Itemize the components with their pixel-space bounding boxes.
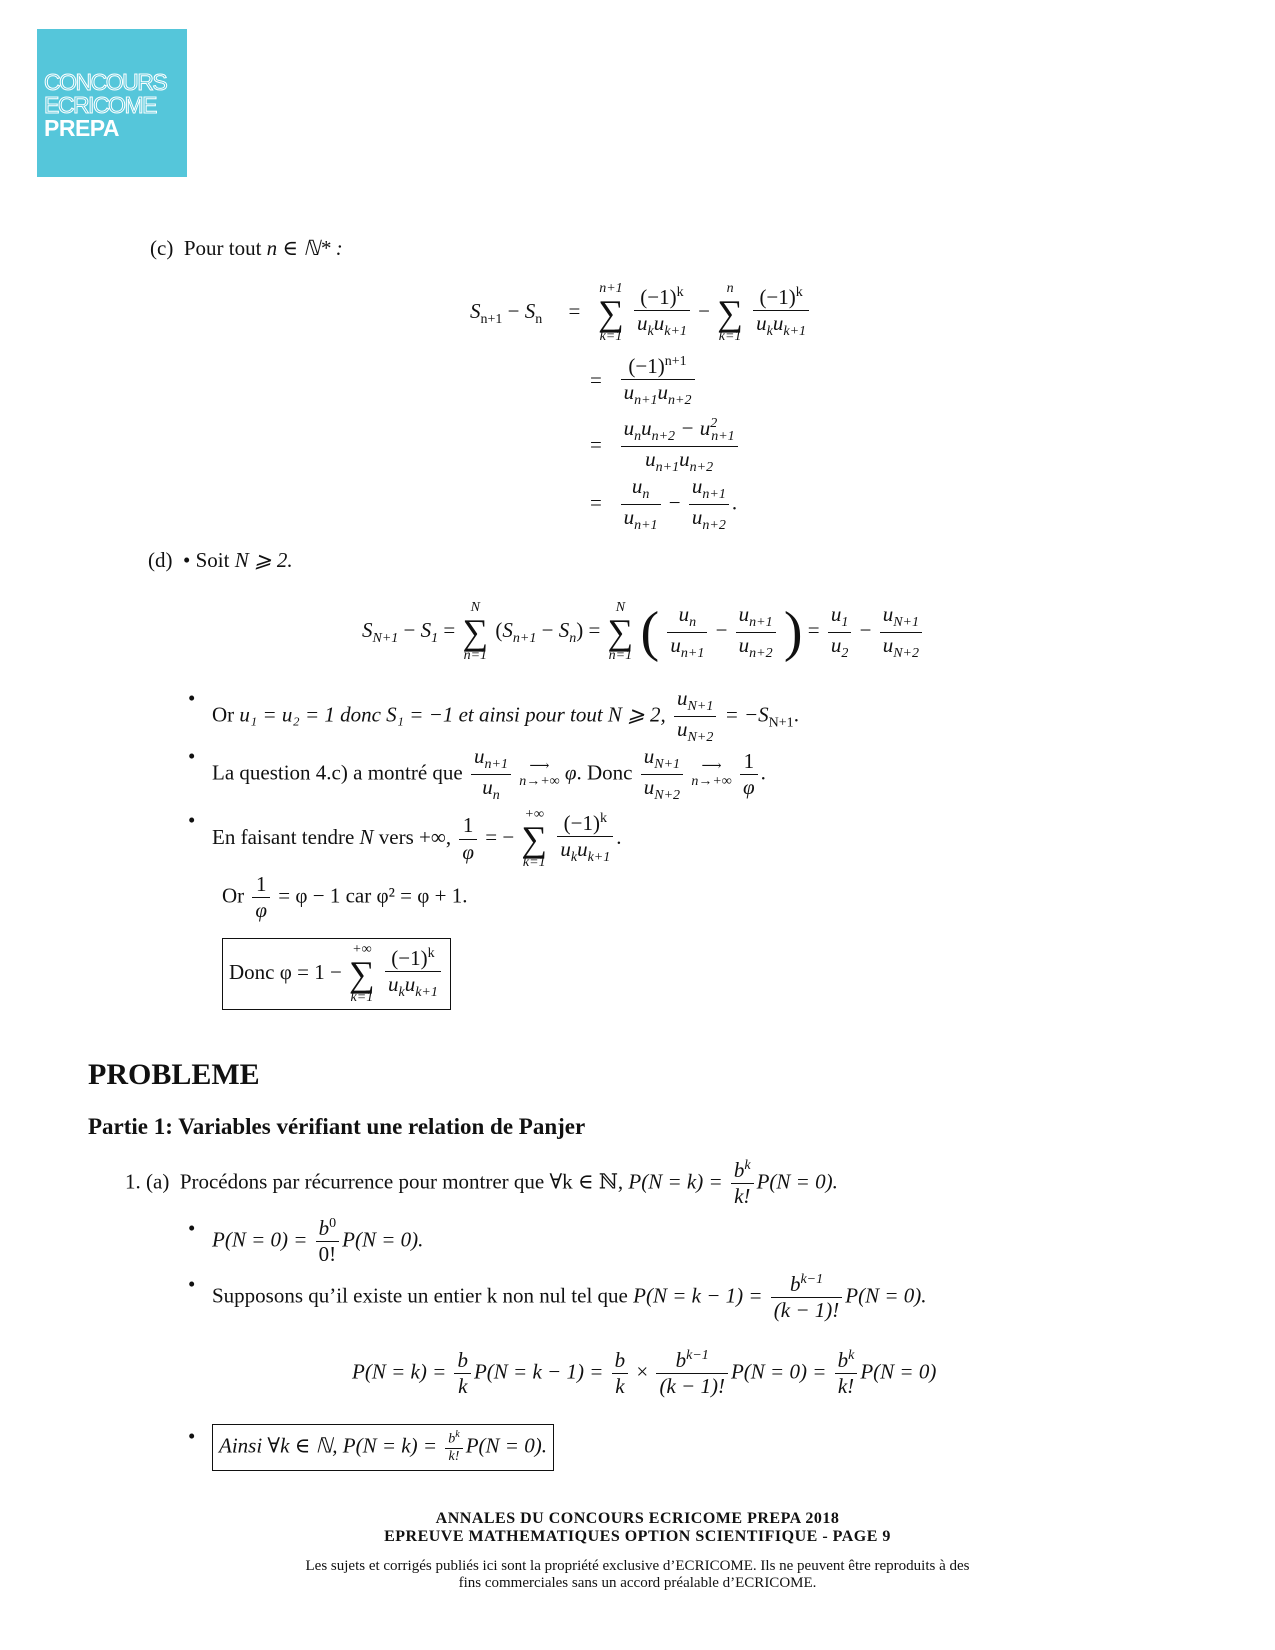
sub: n+2 (749, 645, 773, 661)
t: b (318, 1216, 330, 1240)
sub: k+1 (415, 985, 438, 1001)
sub: n (535, 312, 543, 327)
frac: $\frac{u_1}{u_2}$ (828, 602, 852, 663)
sum-1: n+1 ∑ k=1 (598, 281, 624, 344)
sup: k (427, 945, 435, 961)
t: k (615, 1374, 625, 1399)
lim: n (726, 281, 734, 296)
sub: k+1 (664, 324, 687, 340)
sub: n (492, 788, 500, 804)
sub: n+1 (634, 518, 658, 534)
t: u₁ = u₂ = 1 donc S₁ = −1 et ainsi pour tout N ⩾ 2, (239, 702, 666, 727)
sub: n (634, 429, 642, 445)
t: Supposons qu’il existe un entier k non nul tel que (212, 1283, 628, 1308)
frac: $\frac{u_{N+1}}{u_{N+2}}$ (880, 602, 922, 663)
lim: +∞ (524, 807, 544, 822)
t: P(N = k − 1) = (633, 1283, 763, 1308)
t: 1. (a) (125, 1169, 170, 1194)
t: (k − 1)! (659, 1374, 725, 1399)
sup: n+1 (664, 354, 687, 369)
sub: N+1 (654, 757, 681, 773)
eq-c-line2: = $\frac{(-1)^{n+1}}{u_{n+1}u_{n+2}}$ (590, 354, 698, 410)
t: (−1) (628, 354, 665, 378)
sub: n (689, 614, 697, 630)
t: En faisant tendre (212, 824, 355, 849)
t: N (359, 824, 374, 849)
probleme-title: PROBLEME (88, 1058, 260, 1091)
boxed-result-panjer (212, 1424, 554, 1471)
frac (445, 1429, 462, 1466)
sub: k+1 (783, 324, 807, 340)
partie1-title: Partie 1: Variables vérifiant une relation de Panjer (88, 1114, 586, 1139)
t: (−1) (563, 810, 600, 835)
frac (316, 1216, 340, 1267)
footer (0, 1510, 1275, 1592)
frac-2: $\frac{(-1)^k}{u_ku_{k+1}}$ (753, 285, 809, 341)
or-phi-line (222, 872, 467, 923)
t: φ (462, 839, 474, 864)
t: P(N = 0). (465, 1433, 547, 1458)
frac (731, 1158, 754, 1209)
frac: $\frac{1}{\varphi}$ (459, 813, 477, 864)
frac: $\frac{u_{n+1}}{u_n}$ (471, 744, 511, 805)
lim: +∞ (352, 942, 372, 957)
sub: 2 (841, 645, 849, 661)
sum-d2: N ∑ n=1 (607, 600, 634, 663)
sub: n+1 (484, 757, 508, 773)
ecricome-logo (37, 29, 187, 177)
sum: +∞ ∑ k=1 (349, 942, 375, 1005)
frac-5: $\frac{u_n}{u_{n+1}}$ (621, 474, 661, 535)
part-c-intro (150, 236, 343, 261)
t: P(N = 0). (756, 1169, 838, 1194)
sub: n+1 (634, 393, 658, 409)
sup: k (676, 284, 684, 300)
t: b (675, 1348, 687, 1372)
bullet-q4c: • La question 4.c) a montré que $\frac{u_{n+1}}{u_n}$ ⟶ n→+∞ φ. Donc $\frac{u_{N+1}}{u_{N+2}}$ ⟶ n→+∞ $\frac{1}{\varphi}$ . (212, 744, 766, 805)
lim: n+1 (599, 281, 623, 296)
frac-4: $\frac{u_nu_{n+2} - u^2_{n+1}}{u_{n+1}u_{n+2}}$ (621, 416, 738, 477)
bullet-induction (212, 1272, 927, 1323)
s-symbol: S (524, 298, 536, 323)
t: P(N = 0). (342, 1227, 424, 1252)
t: P(N = k) = (352, 1359, 447, 1384)
sub: N+2 (687, 730, 714, 746)
sup: k (599, 810, 607, 826)
frac: $\frac{u_{n+1}}{u_{n+2}}$ (736, 602, 776, 663)
lim: N (615, 600, 626, 615)
frac-1: $\frac{(-1)^k}{u_ku_{k+1}}$ (634, 285, 690, 341)
bullet-faisant: • En faisant tendre N vers +∞, $\frac{1}{\varphi}$ = − +∞ ∑ k=1 $\frac{(-1)^k}{u_ku_{k+1}}$ . (212, 808, 621, 870)
t: Ainsi ∀k ∈ ℕ, P(N = k) = (219, 1433, 438, 1458)
sup: k (795, 284, 803, 300)
sub: n+1 (480, 312, 503, 327)
sub: N+1 (768, 715, 794, 731)
t: k (458, 1374, 468, 1399)
eq-induction (352, 1348, 936, 1399)
part-d-intro: (d) • Soit N ⩾ 2. (148, 548, 293, 572)
t: . Donc (576, 760, 633, 785)
part-c-set: n ∈ ℕ* : (266, 236, 343, 260)
eq-c-line4: = $\frac{u_n}{u_{n+1}}$ − $\frac{u_{n+1}}{u_{n+2}}$ . (590, 474, 738, 534)
footer-note-1: Les sujets et corrigés publiés ici sont la propriété exclusive d’ECRICOME. Ils ne peuvent être reproduits à des (305, 1558, 970, 1574)
sub: n+1 (512, 631, 537, 646)
footer-line-1: ANNALES DU CONCOURS ECRICOME PREPA 2018 (435, 1510, 840, 1527)
s-symbol: S (470, 298, 481, 323)
sup: 0 (329, 1216, 337, 1231)
frac: $\frac{1}{\varphi}$ (252, 872, 270, 923)
t: k! (837, 1374, 855, 1399)
sup: 2 (710, 416, 718, 431)
footer-line-2: EPREUVE MATHEMATIQUES OPTION SCIENTIFIQUE - PAGE 9 (384, 1528, 891, 1545)
t: P(N = k − 1) = (473, 1359, 604, 1384)
lim: k=1 (522, 855, 546, 870)
eq-d-telescopic: $S_{N+1} - S_1$ = N ∑ n=1 $(S_{n+1} - S_n)$ = N ∑ n=1 ( $\frac{u_n}{u_{n+1}}$ − $\frac{u_{n+1}}{u_{n+2}}$ ) = $\frac{u_1}{u_2}$ − $\frac{u_{N+1}}{u_{N+2}}$ (362, 600, 925, 664)
frac (771, 1272, 842, 1323)
lim: n=1 (463, 648, 488, 663)
sub: N+2 (893, 645, 920, 661)
sub: k+1 (587, 850, 611, 866)
t: (−1) (759, 284, 796, 309)
sub: n+2 (668, 393, 692, 409)
frac: $\frac{(-1)^k}{u_ku_{k+1}}$ (385, 946, 441, 1002)
sub: N+1 (687, 699, 714, 715)
t: k! (448, 1449, 460, 1465)
sup: k−1 (800, 1272, 824, 1287)
boxed-result-phi (222, 938, 451, 1010)
sub: 1 (431, 631, 439, 646)
sup: k (455, 1429, 460, 1440)
t: P(N = k) = (628, 1169, 723, 1194)
lim: k=1 (350, 990, 374, 1005)
bullet-or: • Or u₁ = u₂ = 1 donc S₁ = −1 et ainsi pour tout N ⩾ 2, $\frac{u_{N+1}}{u_{N+2}}$ = $-S_{N+1}$. (212, 686, 799, 747)
t: P(N = 0) = (212, 1227, 308, 1252)
t: P(N = 0). (845, 1283, 927, 1308)
sup: k−1 (686, 1348, 709, 1363)
t: b (733, 1158, 745, 1182)
logo-line-3: PREPA (44, 115, 120, 141)
t: vers +∞, (378, 824, 452, 849)
frac: $\frac{1}{\varphi}$ (740, 749, 758, 800)
sup: k (848, 1348, 855, 1363)
t: N ⩾ 2. (234, 548, 293, 572)
sub: N+1 (372, 631, 399, 646)
t: b (448, 1431, 456, 1447)
bullet-base-case (212, 1216, 423, 1267)
t: × (636, 1359, 649, 1384)
lim: N (470, 600, 480, 615)
t: n→+∞ (691, 774, 732, 790)
frac: $\frac{u_{N+1}}{u_{N+2}}$ (674, 686, 716, 747)
lim: k=1 (718, 329, 742, 344)
t: φ (255, 898, 268, 923)
frac: $\frac{u_n}{u_{n+1}}$ (667, 602, 707, 663)
frac (612, 1348, 629, 1399)
t: = −S (724, 702, 769, 727)
eq-c-line1: $S_{n+1} - S_n$ = n+1 ∑ k=1 $\frac{(-1)^k}{u_ku_{k+1}}$ − n ∑ k=1 $\frac{(-1)^k}{u_ku_{k+1}}$ (470, 282, 812, 344)
limit-arrow: ⟶ n→+∞ (519, 759, 560, 790)
sub: n (642, 487, 650, 503)
logo-line-2: ECRICOME (44, 92, 156, 118)
frac-6: $\frac{u_{n+1}}{u_{n+2}}$ (689, 474, 729, 535)
part-c-label: (c) (150, 236, 174, 260)
sub: n+1 (655, 460, 680, 476)
t: P(N = 0) = (730, 1359, 827, 1384)
t: Donc φ = 1 − (229, 959, 342, 984)
sub: 1 (841, 614, 849, 630)
q1a-intro (125, 1158, 838, 1209)
part-c-text: Pour tout (183, 236, 262, 260)
t: Or (212, 702, 235, 727)
sum-2: n ∑ k=1 (717, 281, 743, 344)
frac (835, 1348, 858, 1399)
sub: n+1 (680, 645, 705, 661)
limit-arrow: ⟶ n→+∞ (691, 759, 732, 790)
frac (656, 1348, 727, 1399)
sub: n+2 (651, 429, 676, 445)
sup: k (744, 1158, 751, 1173)
frac-3: $\frac{(-1)^{n+1}}{u_{n+1}u_{n+2}}$ (621, 354, 695, 410)
t: b (837, 1348, 849, 1372)
sum-d1: N ∑ n=1 (462, 600, 489, 663)
sub: N+2 (654, 788, 681, 804)
sub: n (569, 631, 577, 646)
t: (k − 1)! (773, 1298, 840, 1323)
frac: $\frac{(-1)^k}{u_ku_{k+1}}$ (557, 811, 613, 867)
t: Procédons par récurrence pour montrer que ∀k ∈ ℕ, (179, 1169, 624, 1194)
t: b (789, 1272, 801, 1296)
frac (454, 1348, 471, 1399)
t: Soit (195, 548, 230, 572)
sub: n+2 (702, 518, 726, 534)
t: 0! (318, 1242, 337, 1267)
t: b (457, 1348, 468, 1372)
logo-line-1: CONCOURS (44, 69, 167, 95)
t: n→+∞ (519, 774, 560, 790)
part-d-label: (d) (148, 548, 173, 572)
sub: n+1 (711, 429, 735, 445)
footer-note-2: fins commerciales sans un accord préalable d’ECRICOME. (458, 1575, 817, 1591)
sub: n+2 (689, 460, 714, 476)
sum-phi: +∞ ∑ k=1 (521, 807, 548, 870)
t: k! (734, 1184, 751, 1209)
lim: n=1 (608, 648, 633, 663)
sub: n+1 (749, 614, 773, 630)
t: b (614, 1348, 626, 1372)
eq-c-line3: = $\frac{u_nu_{n+2} - u^2_{n+1}}{u_{n+1}u_{n+2}}$ (590, 416, 741, 477)
lim: k=1 (599, 329, 623, 344)
frac: $\frac{u_{N+1}}{u_{N+2}}$ (641, 744, 683, 805)
t: (−1) (391, 945, 428, 970)
t: Or (222, 883, 245, 908)
t: La question 4.c) a montré que (212, 760, 463, 785)
sub: n+1 (702, 487, 726, 503)
sub: N+1 (893, 614, 920, 630)
t: φ (564, 760, 577, 785)
t: = φ − 1 car φ² = φ + 1. (278, 883, 468, 908)
t: (−1) (640, 284, 677, 309)
t: φ (743, 774, 755, 799)
t: P(N = 0) (860, 1359, 937, 1384)
